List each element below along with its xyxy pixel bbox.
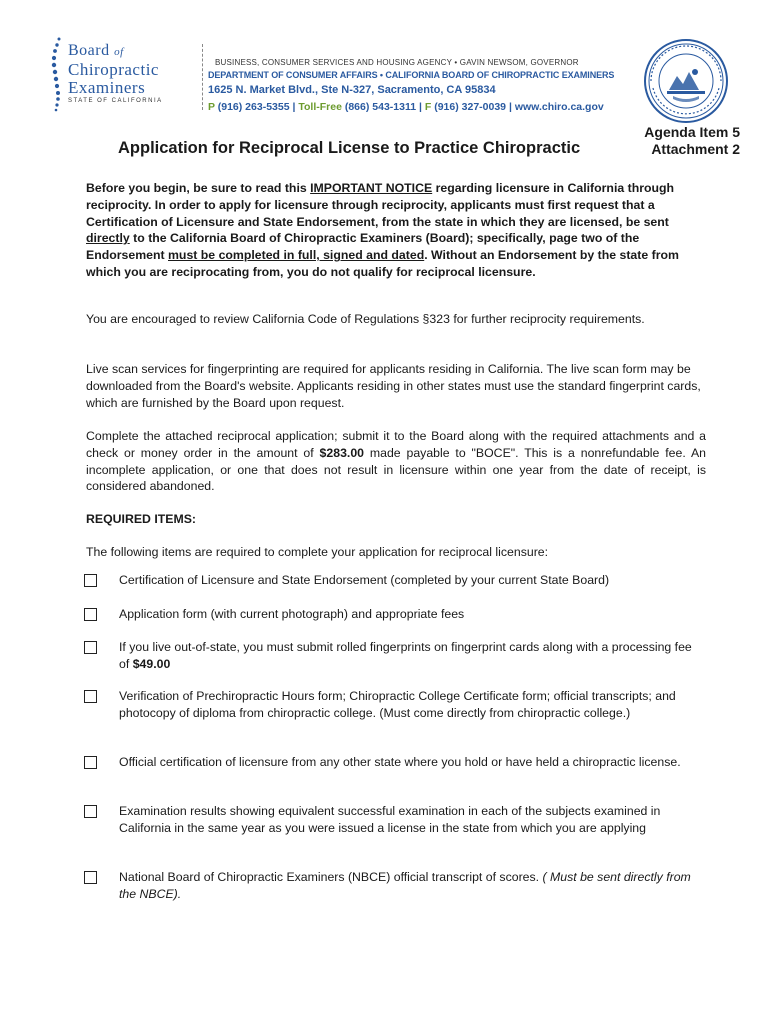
application-fee: $283.00 (319, 445, 364, 460)
checkbox[interactable] (84, 690, 97, 703)
ccr-paragraph: You are encouraged to review California Code of Regulations §323 for further reciprocity requirements. (86, 312, 645, 326)
important-notice-link[interactable]: IMPORTANT NOTICE (310, 181, 433, 195)
required-items-heading: REQUIRED ITEMS: (86, 512, 196, 526)
agenda-attachment: Attachment 2 (651, 141, 740, 157)
required-item-text: If you live out-of-state, you must submit rolled fingerprints on fingerprint cards along with a processing fee of $49.00 (119, 640, 692, 671)
agenda-item: Agenda Item 5 (644, 124, 740, 140)
logo-line-1: Board of (68, 42, 124, 59)
required-items-intro: The following items are required to complete your application for reciprocal licensure: (86, 545, 549, 559)
contact-line: P (916) 263-5355 | Toll-Free (866) 543-1311 | F (916) 327-0039 | www.chiro.ca.gov (208, 101, 604, 113)
required-item-text: Official certification of licensure from any other state where you hold or have held a chiropractic license. (119, 755, 681, 769)
fingerprint-fee: $49.00 (132, 656, 171, 671)
required-item-text: Verification of Prechiropractic Hours form; Chiropractic College Certificate form; official transcripts; and photocopy of diploma from chiropractic college. (Must come directly from chiropractic college.) (119, 689, 676, 720)
required-item-text: Certification of Licensure and State Endorsement (completed by your current State Board) (119, 573, 610, 587)
checkbox[interactable] (84, 574, 97, 587)
required-item-text: National Board of Chiropractic Examiners (NBCE) official transcript of scores. ( Must be sent directly from the NBCE). (119, 870, 691, 901)
tollfree-label: Toll-Free (298, 101, 342, 113)
checkbox[interactable] (84, 641, 97, 654)
fax-number: (916) 327-0039 (434, 101, 507, 113)
board-logo (50, 36, 190, 114)
checkbox[interactable] (84, 805, 97, 818)
phone-number: (916) 263-5355 (217, 101, 290, 113)
complete-application-paragraph: Complete the attached reciprocal application; submit it to the Board along with the required attachments and a check or money order in the amount of $283.00 made payable to "BOCE". This is a nonrefundable fee. An incomplete application, or one that does not result in licensure within one year from the date of receipt, is considered abandoned. (86, 429, 706, 494)
fax-label: F (424, 101, 432, 113)
agency-line: BUSINESS, CONSUMER SERVICES AND HOUSING AGENCY • GAVIN NEWSOM, GOVERNOR (215, 58, 579, 67)
livescan-paragraph: Live scan services for fingerprinting are required for applicants residing in California. The live scan form may be downloaded from the Board's website. Applicants residing in other states must use the standard fingerprint cards, which are furnished by the Board upon request. (86, 362, 701, 410)
address-line: 1625 N. Market Blvd., Ste N-327, Sacramento, CA 95834 (208, 84, 496, 96)
phone-label: P (208, 101, 215, 113)
checkbox[interactable] (84, 756, 97, 769)
tollfree-number: (866) 543-1311 (344, 101, 417, 113)
logo-line-4: STATE OF CALIFORNIA (68, 98, 163, 104)
logo-line-2: Chiropractic (68, 60, 159, 79)
page-title: Application for Reciprocal License to Practice Chiropractic (118, 139, 581, 157)
agenda-reference (636, 124, 740, 158)
checkbox[interactable] (84, 608, 97, 621)
important-notice-paragraph: Before you begin, be sure to read this IMPORTANT NOTICE regarding licensure in California through reciprocity. In order to apply for licensure through reciprocity, applicants must first request that a Certification of Licensure and State Endorsement, from the state in which they are licensed, be sent directly to the California Board of Chiropractic Examiners (Board); specifically, page two of the Endorsement must be completed in full, signed and dated. Without an Endorsement by the state from which you are reciprocating from, you do not qualify for reciprocal licensure. (86, 181, 679, 279)
logo-line-3: Examiners (68, 78, 146, 97)
header-divider (202, 44, 203, 110)
spine-icon (50, 36, 64, 114)
required-item-text: Application form (with current photograph) and appropriate fees (119, 607, 465, 621)
checkbox[interactable] (84, 871, 97, 884)
nbce-note: ( Must be sent directly from the NBCE). (119, 870, 691, 901)
required-item-text: Examination results showing equivalent successful examination in each of the subjects examined in California in the same year as you were issued a license in the state from which you are applying (119, 804, 661, 835)
website-link[interactable]: www.chiro.ca.gov (514, 101, 604, 113)
state-seal-icon (643, 38, 729, 124)
department-line: DEPARTMENT OF CONSUMER AFFAIRS • CALIFORNIA BOARD OF CHIROPRACTIC EXAMINERS (208, 70, 615, 80)
